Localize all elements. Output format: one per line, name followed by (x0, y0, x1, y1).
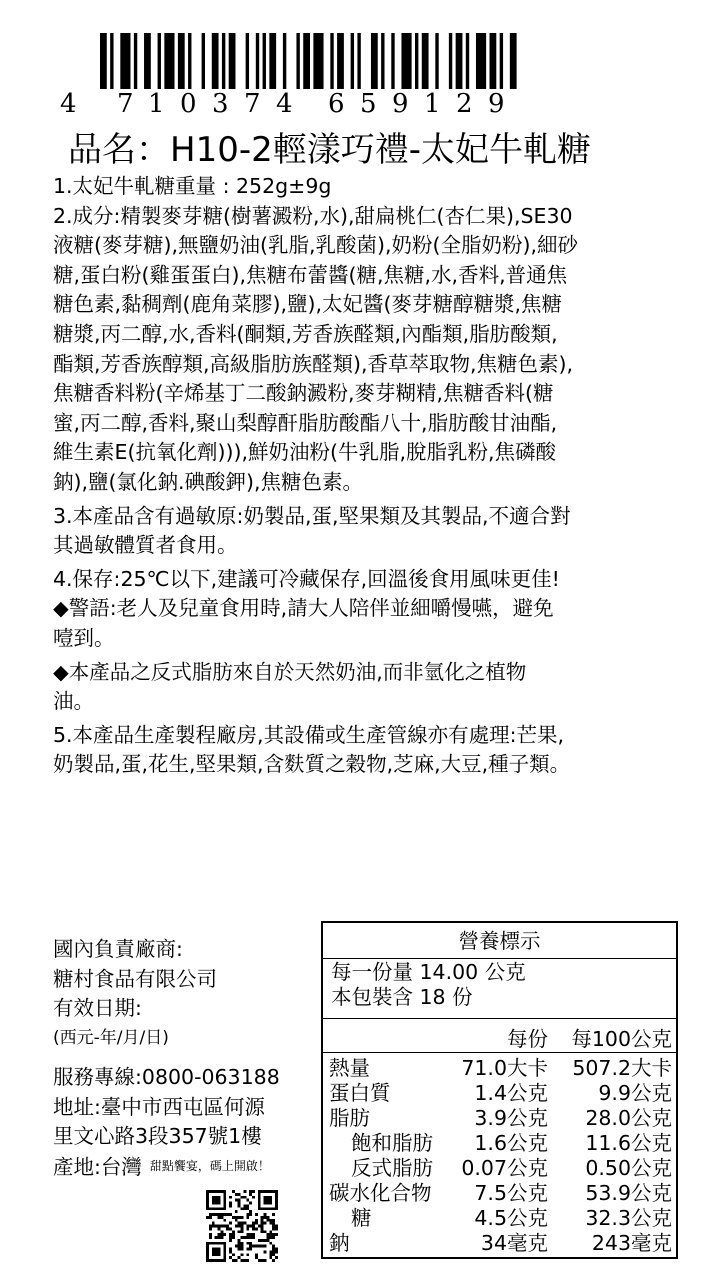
barcode-bars (100, 33, 520, 89)
per-serving-value: 4.5公克 (474, 1206, 548, 1230)
barcode-digit: 3 (212, 89, 229, 119)
content-line: 3.本產品含有過敏原:奶製品,蛋,堅果類及其製品,不適合對 (53, 503, 571, 528)
barcode-digit: 1 (424, 89, 441, 119)
service-hotline: 服務專線:0800-063188 (53, 1065, 280, 1089)
nutrition-rows (323, 1053, 676, 1256)
content-line: 5.本產品生產製程廠房,其設備或生產管線亦有處理:芒果, (53, 722, 564, 747)
barcode-digit: 9 (392, 89, 409, 119)
per-100g-value: 11.6公克 (585, 1131, 672, 1155)
nutrient-name: 糖 (351, 1206, 372, 1230)
manufacturer-name: 糖村食品有限公司 (53, 966, 217, 991)
nutrient-name: 蛋白質 (329, 1081, 391, 1105)
content-line: 糖漿,丙二醇,水,香料(酮類,芳香族醛類,內酯類,脂肪酸類, (53, 321, 558, 346)
barcode-digit: 4 (276, 89, 293, 119)
qr-note: 甜點饗宴，碼上開啟！ (149, 1158, 270, 1173)
servings-per-package: 本包裝含 18 份 (331, 985, 473, 1009)
per-100g-value: 32.3公克 (585, 1206, 672, 1230)
barcode-digit: 7 (244, 89, 261, 119)
nutrient-name: 熱量 (329, 1056, 370, 1080)
content-line: ◆本產品之反式脂肪來自於天然奶油,而非氫化之植物 (53, 659, 527, 684)
per-100g-value: 243毫克 (591, 1231, 672, 1255)
per-serving-value: 0.07公克 (461, 1156, 548, 1180)
expiry-format: (西元-年/月/日) (53, 1027, 169, 1048)
nutrition-row (323, 1231, 676, 1256)
nutrient-name: 脂肪 (329, 1106, 370, 1130)
content-line: 奶製品,蛋,花生,堅果類,含麩質之穀物,芝麻,大豆,種子類。 (53, 752, 571, 777)
barcode-digit: 9 (488, 89, 505, 119)
nutrition-row (323, 1131, 676, 1156)
content-line: 酯類,芳香族醇類,高級脂肪族醛類),香草萃取物,焦糖色素), (53, 351, 574, 376)
content-line: 噎到。 (53, 625, 115, 650)
barcode-digit: 5 (360, 89, 377, 119)
barcode-digit: 7 (117, 89, 134, 119)
nutrition-row (323, 1056, 676, 1081)
nutrition-row (323, 1206, 676, 1231)
per-serving-value: 71.0大卡 (461, 1056, 548, 1080)
nutrition-row (323, 1181, 676, 1206)
nutrition-row (323, 1156, 676, 1181)
serving-info (323, 959, 676, 1019)
product-title: 品名：H10-2輕漾巧禮-太妃牛軋糖 (68, 130, 591, 170)
content-line: 2.成分:精製麥芽糖(樹薯澱粉,水),甜扁桃仁(杏仁果),SE30 (53, 203, 573, 228)
barcode-digit: 6 (328, 89, 345, 119)
per-100g-value: 53.9公克 (585, 1181, 672, 1205)
content-line: 其過敏體質者食用。 (53, 533, 238, 558)
nutrition-header (323, 1019, 676, 1053)
per-100g-value: 9.9公克 (598, 1081, 672, 1105)
content-line: 油。 (53, 689, 94, 714)
per-100g-value: 0.50公克 (585, 1156, 672, 1180)
nutrition-title: 營養標示 (323, 923, 676, 959)
barcode-digit: 2 (456, 89, 473, 119)
content-line: 液糖(麥芽糖),無鹽奶油(乳脂,乳酸菌),奶粉(全脂奶粉),細砂 (53, 233, 579, 258)
barcode (60, 33, 505, 119)
barcode-digit: 0 (180, 89, 197, 119)
nutrient-name: 碳水化合物 (329, 1181, 432, 1205)
per-serving-value: 7.5公克 (474, 1181, 548, 1205)
manufacturer-label: 國內負責廠商: (53, 937, 183, 961)
content-line: 焦糖香料粉(辛烯基丁二酸鈉澱粉,麥芽糊精,焦糖香料(糖 (53, 381, 554, 406)
nutrient-name: 反式脂肪 (351, 1156, 433, 1180)
col-per-serving: 每份 (507, 1027, 548, 1051)
origin-line (53, 1152, 280, 1183)
per-serving-value: 1.4公克 (474, 1081, 548, 1105)
qr-code[interactable] (206, 1190, 278, 1262)
nutrition-row (323, 1081, 676, 1106)
nutrient-name: 鈉 (329, 1231, 350, 1255)
content-line: 糖,蛋白粉(雞蛋蛋白),焦糖布蕾醬(糖,焦糖,水,香料,普通焦 (53, 262, 568, 287)
barcode-digit: 4 (60, 89, 77, 119)
content-line: 4.保存:25℃以下,建議可冷藏保存,回溫後食用風味更佳! (53, 566, 560, 591)
per-100g-value: 28.0公克 (585, 1106, 672, 1130)
content-line: ◆警語:老人及兒童食用時,請大人陪伴並細嚼慢嚥，避免 (53, 596, 554, 621)
content-line: 維生素E(抗氧化劑))),鮮奶油粉(牛乳脂,脫脂乳粉,焦磷酸 (53, 440, 556, 465)
content-line: 糖色素,黏稠劑(鹿角菜膠),鹽),太妃醬(麥芽糖醇糖漿,焦糖 (53, 292, 563, 317)
per-serving-value: 3.9公克 (474, 1106, 548, 1130)
origin: 產地:台灣 (53, 1154, 142, 1179)
nutrition-row (323, 1106, 676, 1131)
barcode-digit: 1 (148, 89, 165, 119)
expiry-label: 有效日期: (53, 996, 142, 1020)
address-line-2: 里文心路3段357號1樓 (53, 1124, 262, 1148)
address-line-1: 地址:臺中市西屯區何源 (53, 1094, 265, 1119)
content-line: 1.太妃牛軋糖重量 : 252g±9g (53, 174, 332, 198)
serving-size: 每一份量 14.00 公克 (331, 960, 526, 984)
per-serving-value: 1.6公克 (474, 1131, 548, 1155)
nutrition-facts (321, 921, 678, 1259)
col-per-100g: 每100公克 (571, 1027, 672, 1051)
content-line: 鈉),鹽(氯化鈉.碘酸鉀),焦糖色素。 (53, 469, 364, 494)
manufacturer-info (53, 935, 280, 1182)
nutrient-name: 飽和脂肪 (351, 1131, 433, 1155)
label-content (53, 172, 683, 780)
per-100g-value: 507.2大卡 (572, 1056, 672, 1080)
content-line: 蜜,丙二醇,香料,聚山梨醇酐脂肪酸酯八十,脂肪酸甘油酯, (53, 410, 558, 435)
per-serving-value: 34毫克 (480, 1231, 548, 1255)
